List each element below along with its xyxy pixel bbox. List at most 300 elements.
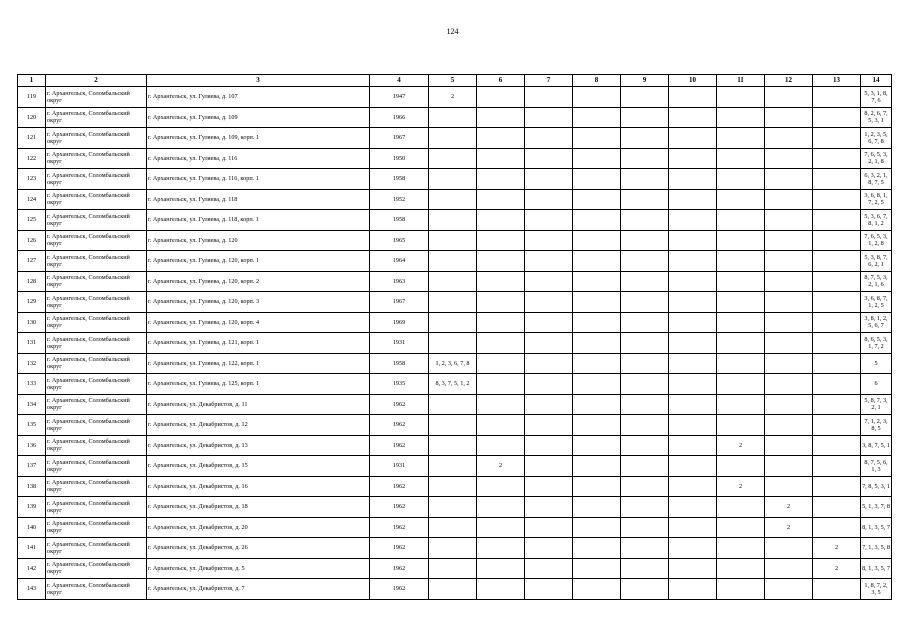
column-header-5: 5	[429, 75, 477, 87]
row-number-cell: 135	[18, 415, 46, 436]
col9-cell	[621, 169, 669, 190]
col6-cell	[477, 312, 525, 333]
col14-cell: 8, 7, 5, 6, 1, 3	[861, 456, 892, 477]
address-cell: г. Архангельск, ул. Гуляева, д. 120, корп. 4	[147, 312, 370, 333]
col14-cell: 1, 8, 7, 2, 3, 5	[861, 579, 892, 600]
col5-cell	[429, 456, 477, 477]
col6-cell	[477, 558, 525, 579]
col10-cell	[669, 353, 717, 374]
year-cell: 1962	[370, 435, 429, 456]
col9-cell	[621, 558, 669, 579]
col6-cell	[477, 107, 525, 128]
table-row	[18, 353, 892, 374]
col7-cell	[525, 169, 573, 190]
col14-cell: 5, 3, 1, 8, 7, 6	[861, 87, 892, 108]
col6-cell	[477, 292, 525, 313]
col9-cell	[621, 210, 669, 231]
col7-cell	[525, 456, 573, 477]
col6-cell	[477, 148, 525, 169]
col13-cell	[813, 353, 861, 374]
col9-cell	[621, 107, 669, 128]
col13-cell: 2	[813, 538, 861, 559]
row-number-cell: 119	[18, 87, 46, 108]
col11-cell	[717, 230, 765, 251]
district-cell: г. Архангельск, Соломбальский округ	[46, 189, 147, 210]
col10-cell	[669, 210, 717, 231]
col13-cell	[813, 292, 861, 313]
col13-cell	[813, 148, 861, 169]
col8-cell	[573, 333, 621, 354]
col11-cell	[717, 538, 765, 559]
col5-cell	[429, 558, 477, 579]
col5-cell	[429, 292, 477, 313]
col12-cell	[765, 230, 813, 251]
col9-cell	[621, 87, 669, 108]
column-header-2: 2	[46, 75, 147, 87]
address-cell: г. Архангельск, ул. Гуляева, д. 116, корп. 1	[147, 169, 370, 190]
district-cell: г. Архангельск, Соломбальский округ	[46, 538, 147, 559]
col12-cell: 2	[765, 497, 813, 518]
col12-cell: 2	[765, 517, 813, 538]
col6-cell	[477, 271, 525, 292]
col6-cell	[477, 210, 525, 231]
col5-cell	[429, 148, 477, 169]
table-row	[18, 558, 892, 579]
col11-cell	[717, 374, 765, 395]
district-cell: г. Архангельск, Соломбальский округ	[46, 107, 147, 128]
col7-cell	[525, 333, 573, 354]
col5-cell	[429, 333, 477, 354]
col10-cell	[669, 230, 717, 251]
col6-cell	[477, 579, 525, 600]
col11-cell	[717, 189, 765, 210]
col10-cell	[669, 107, 717, 128]
col7-cell	[525, 579, 573, 600]
row-number-cell: 122	[18, 148, 46, 169]
col5-cell	[429, 435, 477, 456]
col8-cell	[573, 476, 621, 497]
table-row	[18, 374, 892, 395]
col11-cell	[717, 107, 765, 128]
col9-cell	[621, 148, 669, 169]
address-cell: г. Архангельск, ул. Гуляева, д. 109	[147, 107, 370, 128]
col12-cell	[765, 538, 813, 559]
col7-cell	[525, 374, 573, 395]
col13-cell	[813, 456, 861, 477]
col6-cell	[477, 497, 525, 518]
table-row	[18, 271, 892, 292]
year-cell: 1967	[370, 292, 429, 313]
row-number-cell: 123	[18, 169, 46, 190]
table-row	[18, 189, 892, 210]
address-cell: г. Архангельск, ул. Декабристов, д. 11	[147, 394, 370, 415]
col13-cell	[813, 251, 861, 272]
col9-cell	[621, 579, 669, 600]
col5-cell	[429, 538, 477, 559]
district-cell: г. Архангельск, Соломбальский округ	[46, 517, 147, 538]
col8-cell	[573, 558, 621, 579]
col7-cell	[525, 128, 573, 149]
col11-cell	[717, 312, 765, 333]
col10-cell	[669, 148, 717, 169]
col12-cell	[765, 169, 813, 190]
col9-cell	[621, 538, 669, 559]
table-row	[18, 292, 892, 313]
row-number-cell: 125	[18, 210, 46, 231]
table-row	[18, 128, 892, 149]
column-header-8: 8	[573, 75, 621, 87]
col6-cell	[477, 374, 525, 395]
col8-cell	[573, 189, 621, 210]
col8-cell	[573, 456, 621, 477]
address-cell: г. Архангельск, ул. Декабристов, д. 5	[147, 558, 370, 579]
col5-cell	[429, 497, 477, 518]
col14-cell: 3, 6, 8, 7, 1, 2, 5	[861, 292, 892, 313]
year-cell: 1962	[370, 538, 429, 559]
col12-cell	[765, 312, 813, 333]
col5-cell	[429, 579, 477, 600]
district-cell: г. Архангельск, Соломбальский округ	[46, 353, 147, 374]
col14-cell: 7, 8, 5, 3, 1	[861, 476, 892, 497]
col7-cell	[525, 312, 573, 333]
col5-cell	[429, 107, 477, 128]
district-cell: г. Архангельск, Соломбальский округ	[46, 558, 147, 579]
col12-cell	[765, 456, 813, 477]
year-cell: 1962	[370, 394, 429, 415]
col6-cell	[477, 435, 525, 456]
col6-cell	[477, 538, 525, 559]
year-cell: 1962	[370, 415, 429, 436]
col5-cell	[429, 189, 477, 210]
col13-cell	[813, 394, 861, 415]
col12-cell	[765, 107, 813, 128]
col12-cell	[765, 374, 813, 395]
district-cell: г. Архангельск, Соломбальский округ	[46, 476, 147, 497]
col13-cell	[813, 415, 861, 436]
column-header-10: 10	[669, 75, 717, 87]
col10-cell	[669, 271, 717, 292]
col9-cell	[621, 271, 669, 292]
row-number-cell: 121	[18, 128, 46, 149]
col5-cell: 8, 3, 7, 5, 1, 2	[429, 374, 477, 395]
col7-cell	[525, 87, 573, 108]
col8-cell	[573, 415, 621, 436]
address-cell: г. Архангельск, ул. Гуляева, д. 107	[147, 87, 370, 108]
col9-cell	[621, 517, 669, 538]
address-cell: г. Архангельск, ул. Гуляева, д. 120	[147, 230, 370, 251]
col7-cell	[525, 107, 573, 128]
col9-cell	[621, 497, 669, 518]
col13-cell	[813, 210, 861, 231]
table-row	[18, 169, 892, 190]
column-header-4: 4	[370, 75, 429, 87]
col14-cell: 5, 1, 3, 7, 8	[861, 497, 892, 518]
col10-cell	[669, 538, 717, 559]
col7-cell	[525, 538, 573, 559]
year-cell: 1962	[370, 476, 429, 497]
address-cell: г. Архангельск, ул. Гуляева, д. 120, корп. 2	[147, 271, 370, 292]
col10-cell	[669, 579, 717, 600]
col10-cell	[669, 435, 717, 456]
col8-cell	[573, 107, 621, 128]
address-cell: г. Архангельск, ул. Гуляева, д. 125, корп. 1	[147, 374, 370, 395]
col13-cell	[813, 87, 861, 108]
table-row	[18, 333, 892, 354]
col6-cell	[477, 353, 525, 374]
col11-cell: 2	[717, 435, 765, 456]
col14-cell: 8, 2, 6, 7, 5, 3, 1	[861, 107, 892, 128]
col9-cell	[621, 476, 669, 497]
address-cell: г. Архангельск, ул. Декабристов, д. 13	[147, 435, 370, 456]
col11-cell	[717, 271, 765, 292]
table-row	[18, 148, 892, 169]
column-header-6: 6	[477, 75, 525, 87]
col12-cell	[765, 128, 813, 149]
table-row	[18, 251, 892, 272]
col6-cell	[477, 189, 525, 210]
col8-cell	[573, 579, 621, 600]
table-row	[18, 415, 892, 436]
col7-cell	[525, 497, 573, 518]
col6-cell	[477, 169, 525, 190]
table-row	[18, 312, 892, 333]
table-row	[18, 456, 892, 477]
col8-cell	[573, 87, 621, 108]
col11-cell: 2	[717, 476, 765, 497]
col11-cell	[717, 292, 765, 313]
year-cell: 1969	[370, 312, 429, 333]
col12-cell	[765, 579, 813, 600]
col7-cell	[525, 517, 573, 538]
row-number-cell: 128	[18, 271, 46, 292]
table-row	[18, 87, 892, 108]
district-cell: г. Архангельск, Соломбальский округ	[46, 271, 147, 292]
col12-cell	[765, 148, 813, 169]
address-cell: г. Архангельск, ул. Декабристов, д. 15	[147, 456, 370, 477]
col13-cell	[813, 497, 861, 518]
year-cell: 1931	[370, 456, 429, 477]
col13-cell	[813, 271, 861, 292]
col7-cell	[525, 251, 573, 272]
year-cell: 1965	[370, 230, 429, 251]
col10-cell	[669, 476, 717, 497]
col11-cell	[717, 87, 765, 108]
col13-cell	[813, 169, 861, 190]
district-cell: г. Архангельск, Соломбальский округ	[46, 579, 147, 600]
col14-cell: 8, 6, 5, 3, 1, 7, 2	[861, 333, 892, 354]
col5-cell	[429, 230, 477, 251]
row-number-cell: 139	[18, 497, 46, 518]
col13-cell	[813, 476, 861, 497]
col14-cell: 7, 6, 5, 3, 2, 1, 8	[861, 148, 892, 169]
col8-cell	[573, 353, 621, 374]
col11-cell	[717, 415, 765, 436]
row-number-cell: 137	[18, 456, 46, 477]
year-cell: 1967	[370, 128, 429, 149]
col11-cell	[717, 128, 765, 149]
col13-cell	[813, 128, 861, 149]
district-cell: г. Архангельск, Соломбальский округ	[46, 456, 147, 477]
col13-cell	[813, 435, 861, 456]
column-header-1: 1	[18, 75, 46, 87]
address-cell: г. Архангельск, ул. Гуляева, д. 116	[147, 148, 370, 169]
col13-cell	[813, 579, 861, 600]
col6-cell: 2	[477, 456, 525, 477]
col10-cell	[669, 333, 717, 354]
col10-cell	[669, 251, 717, 272]
col10-cell	[669, 292, 717, 313]
row-number-cell: 142	[18, 558, 46, 579]
col13-cell	[813, 230, 861, 251]
address-cell: г. Архангельск, ул. Декабристов, д. 12	[147, 415, 370, 436]
col13-cell	[813, 189, 861, 210]
table-row	[18, 435, 892, 456]
col9-cell	[621, 394, 669, 415]
col13-cell	[813, 374, 861, 395]
col11-cell	[717, 148, 765, 169]
year-cell: 1962	[370, 579, 429, 600]
col12-cell	[765, 189, 813, 210]
district-cell: г. Архангельск, Соломбальский округ	[46, 415, 147, 436]
year-cell: 1964	[370, 251, 429, 272]
table-row	[18, 394, 892, 415]
row-number-cell: 126	[18, 230, 46, 251]
col14-cell: 7, 1, 3, 5, 8	[861, 538, 892, 559]
col9-cell	[621, 230, 669, 251]
address-cell: г. Архангельск, ул. Гуляева, д. 122, корп. 1	[147, 353, 370, 374]
row-number-cell: 141	[18, 538, 46, 559]
col13-cell	[813, 312, 861, 333]
district-cell: г. Архангельск, Соломбальский округ	[46, 497, 147, 518]
col9-cell	[621, 128, 669, 149]
district-cell: г. Архангельск, Соломбальский округ	[46, 128, 147, 149]
col6-cell	[477, 333, 525, 354]
col14-cell: 6	[861, 374, 892, 395]
row-number-cell: 138	[18, 476, 46, 497]
col14-cell: 6, 3, 2, 1, 8, 7, 5	[861, 169, 892, 190]
col5-cell	[429, 394, 477, 415]
col6-cell	[477, 476, 525, 497]
col12-cell	[765, 353, 813, 374]
col12-cell	[765, 333, 813, 354]
col11-cell	[717, 333, 765, 354]
col8-cell	[573, 128, 621, 149]
col10-cell	[669, 189, 717, 210]
address-cell: г. Архангельск, ул. Гуляева, д. 118	[147, 189, 370, 210]
page-number: 124	[446, 27, 459, 36]
col9-cell	[621, 312, 669, 333]
col7-cell	[525, 435, 573, 456]
column-header-3: 3	[147, 75, 370, 87]
col11-cell	[717, 497, 765, 518]
col8-cell	[573, 148, 621, 169]
col14-cell: 5, 3, 6, 7, 8, 1, 2	[861, 210, 892, 231]
col12-cell	[765, 415, 813, 436]
col10-cell	[669, 312, 717, 333]
row-number-cell: 143	[18, 579, 46, 600]
col10-cell	[669, 497, 717, 518]
col5-cell	[429, 271, 477, 292]
col6-cell	[477, 394, 525, 415]
year-cell: 1947	[370, 87, 429, 108]
col10-cell	[669, 169, 717, 190]
row-number-cell: 130	[18, 312, 46, 333]
col14-cell: 3, 8, 1, 2, 5, 6, 7	[861, 312, 892, 333]
col12-cell	[765, 292, 813, 313]
col9-cell	[621, 374, 669, 395]
col13-cell	[813, 517, 861, 538]
year-cell: 1958	[370, 210, 429, 231]
row-number-cell: 134	[18, 394, 46, 415]
year-cell: 1935	[370, 374, 429, 395]
col11-cell	[717, 210, 765, 231]
table-body	[18, 87, 892, 600]
col6-cell	[477, 415, 525, 436]
year-cell: 1962	[370, 517, 429, 538]
col5-cell: 2	[429, 87, 477, 108]
col5-cell	[429, 415, 477, 436]
year-cell: 1952	[370, 189, 429, 210]
col13-cell: 2	[813, 558, 861, 579]
district-cell: г. Архангельск, Соломбальский округ	[46, 374, 147, 395]
col14-cell: 3, 6, 8, 1, 7, 2, 5	[861, 189, 892, 210]
district-cell: г. Архангельск, Соломбальский округ	[46, 210, 147, 231]
col14-cell: 7, 6, 5, 3, 1, 2, 8	[861, 230, 892, 251]
row-number-cell: 136	[18, 435, 46, 456]
col14-cell: 8, 7, 5, 3, 2, 1, 6	[861, 271, 892, 292]
col6-cell	[477, 230, 525, 251]
col10-cell	[669, 558, 717, 579]
district-cell: г. Архангельск, Соломбальский округ	[46, 230, 147, 251]
year-cell: 1958	[370, 169, 429, 190]
col7-cell	[525, 394, 573, 415]
col10-cell	[669, 128, 717, 149]
col8-cell	[573, 394, 621, 415]
address-cell: г. Архангельск, ул. Гуляева, д. 121, корп. 1	[147, 333, 370, 354]
year-cell: 1958	[370, 353, 429, 374]
col8-cell	[573, 271, 621, 292]
col10-cell	[669, 374, 717, 395]
year-cell: 1966	[370, 107, 429, 128]
col12-cell	[765, 87, 813, 108]
col5-cell	[429, 251, 477, 272]
address-cell: г. Архангельск, ул. Гуляева, д. 120, корп. 1	[147, 251, 370, 272]
col9-cell	[621, 435, 669, 456]
col8-cell	[573, 210, 621, 231]
col9-cell	[621, 292, 669, 313]
col7-cell	[525, 353, 573, 374]
column-header-11: 11	[717, 75, 765, 87]
table-row	[18, 579, 892, 600]
col5-cell	[429, 312, 477, 333]
col6-cell	[477, 87, 525, 108]
col8-cell	[573, 538, 621, 559]
col5-cell: 1, 2, 3, 6, 7, 8	[429, 353, 477, 374]
district-cell: г. Архангельск, Соломбальский округ	[46, 169, 147, 190]
col14-cell: 8, 1, 3, 5, 7	[861, 517, 892, 538]
col8-cell	[573, 312, 621, 333]
col6-cell	[477, 128, 525, 149]
col11-cell	[717, 456, 765, 477]
table-row	[18, 476, 892, 497]
col14-cell: 7, 1, 2, 3, 8, 5	[861, 415, 892, 436]
address-cell: г. Архангельск, ул. Декабристов, д. 16	[147, 476, 370, 497]
row-number-cell: 140	[18, 517, 46, 538]
col5-cell	[429, 476, 477, 497]
col12-cell	[765, 435, 813, 456]
col11-cell	[717, 579, 765, 600]
col12-cell	[765, 210, 813, 231]
